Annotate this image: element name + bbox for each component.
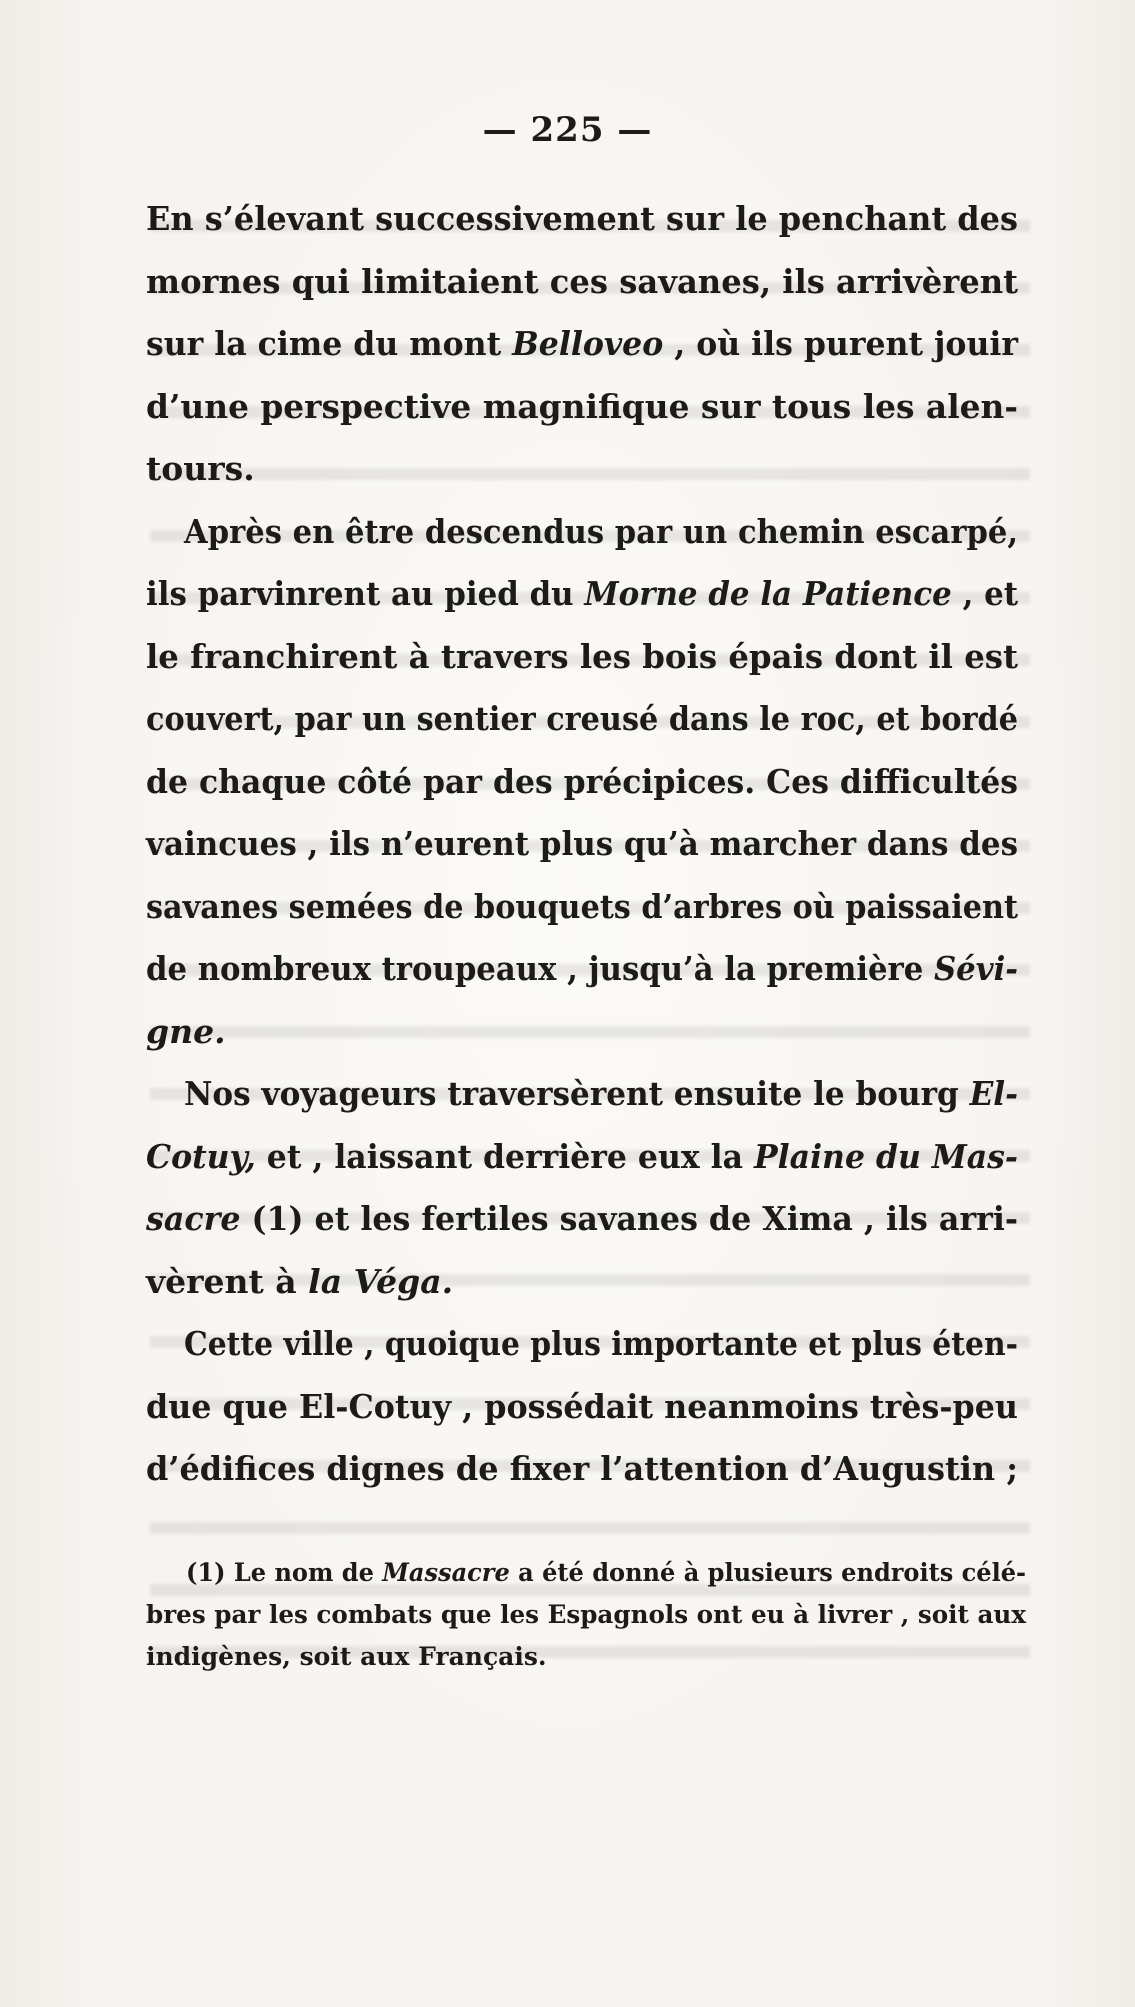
text-run: mornes qui limitaient ces savanes, ils arrivèrent bbox=[146, 261, 1018, 301]
text-run: couvert, par un sentier creusé dans le roc, et bordé bbox=[146, 699, 1018, 738]
text-run: de nombreux troupeaux , jusqu’à la première bbox=[146, 949, 934, 988]
italic-run: Plaine du Mas- bbox=[753, 1136, 1018, 1176]
text-line bbox=[146, 188, 1018, 251]
footnote-line bbox=[146, 1552, 1026, 1594]
text-line bbox=[146, 1001, 1018, 1064]
text-run: le franchirent à travers les bois épais dont il est bbox=[146, 636, 1018, 676]
text-run bbox=[146, 313, 1018, 376]
text-run bbox=[146, 1251, 453, 1314]
text-run: indigènes, soit aux Français. bbox=[146, 1642, 547, 1671]
italic-run: Massacre bbox=[382, 1558, 510, 1587]
text-run: d’édifices dignes de fixer l’attention d’Augustin ; bbox=[146, 1449, 1018, 1488]
text-line bbox=[146, 501, 1018, 564]
text-run: vaincues , ils n’eurent plus qu’à marcher dans des bbox=[146, 824, 1018, 863]
text-run: Cette ville , quoique plus importante et plus éten- bbox=[184, 1324, 1018, 1363]
page-number: — 225 — bbox=[482, 110, 653, 150]
text-line bbox=[146, 1438, 1018, 1501]
italic-run: Cotuy, bbox=[146, 1136, 256, 1176]
italic-run: Belloveo bbox=[512, 324, 664, 363]
text-run: et , laissant derrière eux la bbox=[255, 1136, 754, 1176]
text-run bbox=[146, 938, 1018, 1001]
text-line bbox=[146, 1313, 1018, 1376]
text-run bbox=[186, 1552, 1026, 1594]
text-line bbox=[146, 876, 1018, 939]
text-line bbox=[146, 751, 1018, 814]
text-run: d’une perspective magnifique sur tous les alen- bbox=[146, 386, 1018, 426]
italic-run: Sévi- bbox=[933, 949, 1018, 988]
text-run: a été donné à plusieurs endroits célé- bbox=[509, 1558, 1026, 1587]
text-line bbox=[146, 813, 1018, 876]
text-run: sur la cime du mont bbox=[146, 324, 513, 363]
text-run: savanes semées de bouquets d’arbres où paissaient bbox=[146, 886, 1018, 926]
text-line bbox=[146, 438, 1018, 501]
text-line bbox=[146, 1188, 1018, 1251]
text-run bbox=[146, 1188, 1018, 1251]
text-line bbox=[146, 1376, 1018, 1439]
footnote bbox=[146, 1552, 1026, 1678]
text-line bbox=[146, 626, 1018, 689]
italic-run: la Véga. bbox=[308, 1261, 454, 1301]
text-line bbox=[146, 688, 1018, 751]
text-line bbox=[146, 376, 1018, 439]
text-run: , et bbox=[951, 574, 1018, 613]
text-run: bres par les combats que les Espagnols ont eu à livrer , soit aux bbox=[146, 1600, 1026, 1629]
italic-run: Morne de la Patience bbox=[584, 574, 952, 613]
text-run: ils parvinrent au pied du bbox=[146, 574, 585, 613]
text-line bbox=[146, 1063, 1018, 1126]
text-run: vèrent à bbox=[146, 1261, 309, 1301]
text-run: , où ils purent jouir bbox=[663, 324, 1018, 363]
text-run bbox=[146, 563, 1018, 626]
text-line bbox=[146, 1126, 1018, 1189]
text-run: tours. bbox=[146, 449, 255, 488]
text-line bbox=[146, 938, 1018, 1001]
text-run: de chaque côté par des précipices. Ces difficultés bbox=[146, 761, 1018, 801]
text-run: due que El-Cotuy , possédait neanmoins très-peu bbox=[146, 1386, 1018, 1426]
text-line bbox=[146, 1251, 1018, 1314]
text-run: (1) et les fertiles savanes de Xima , ils arri- bbox=[240, 1199, 1018, 1238]
footnote-line bbox=[146, 1594, 1026, 1636]
text-run: En s’élevant successivement sur le penchant des bbox=[146, 199, 1018, 238]
italic-run: El- bbox=[969, 1074, 1018, 1113]
text-run bbox=[184, 1063, 1018, 1126]
italic-run: sacre bbox=[146, 1199, 241, 1238]
text-line bbox=[146, 313, 1018, 376]
text-line bbox=[146, 251, 1018, 314]
text-run: Après en être descendus par un chemin escarpé, bbox=[184, 511, 1018, 551]
text-line bbox=[146, 563, 1018, 626]
footnote-line bbox=[146, 1636, 1026, 1678]
text-run: (1) Le nom de bbox=[186, 1558, 383, 1587]
text-run bbox=[146, 1126, 1018, 1189]
body-text bbox=[146, 188, 1018, 1501]
italic-run: gne. bbox=[146, 1011, 226, 1051]
text-run: Nos voyageurs traversèrent ensuite le bourg bbox=[184, 1074, 970, 1113]
